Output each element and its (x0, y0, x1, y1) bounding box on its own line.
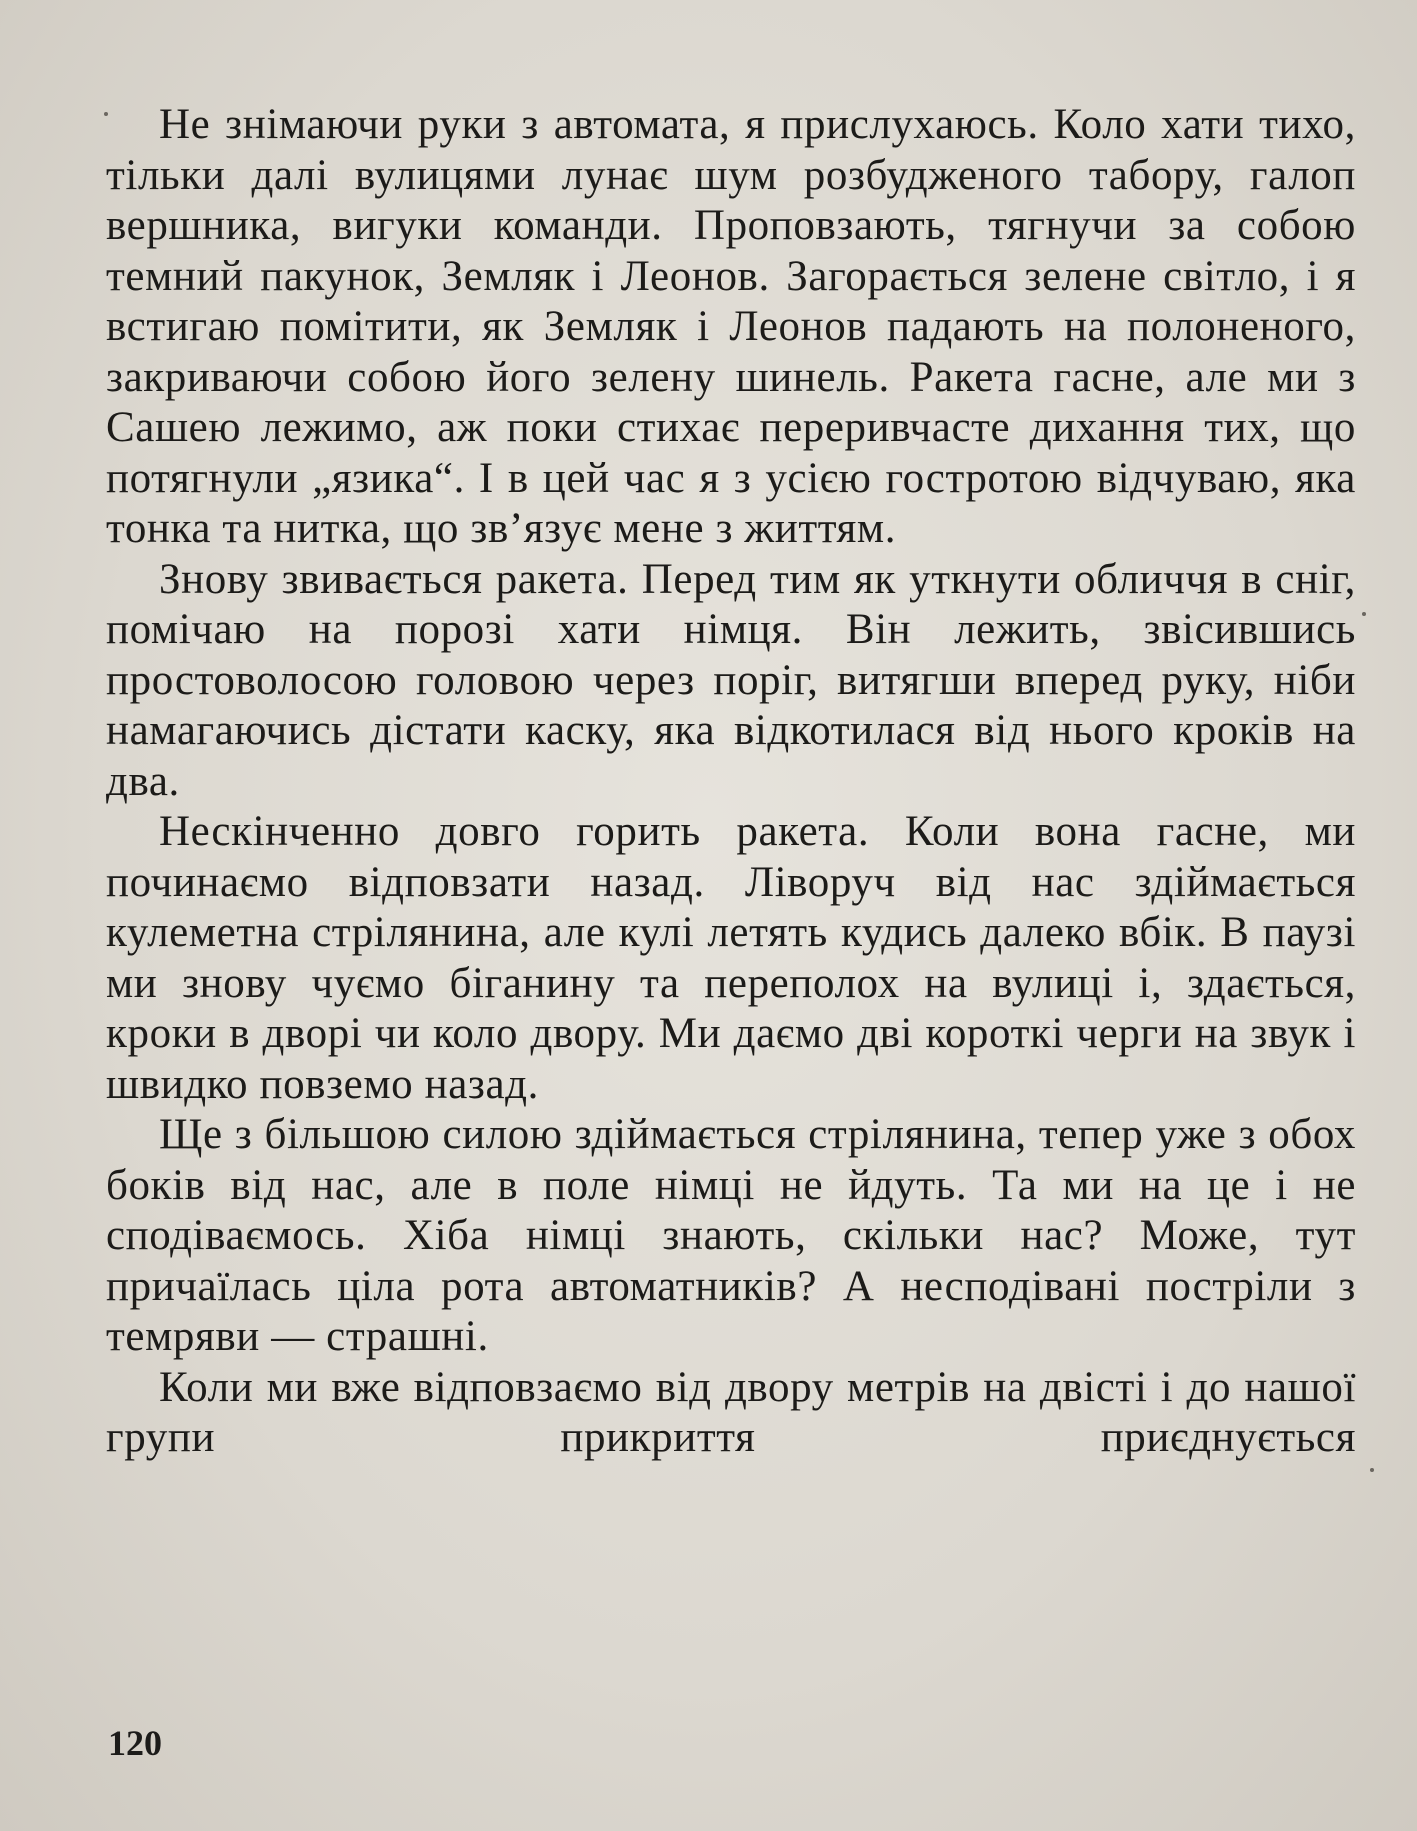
paper-speck (104, 112, 108, 116)
paper-speck (1370, 1468, 1374, 1472)
paragraph: Нескінченно довго горить ракета. Коли вона гасне, ми починаємо відповзати назад. Ліворуч від нас здіймається кулеметна стрілянина, але кулі летять кудись далеко вбік. В паузі ми знову чуємо біганину та переполох на вулиці і, здається, кроки в дворі чи коло двору. Ми даємо дві короткі черги на звук і швидко повземо назад. (106, 808, 1356, 1108)
paragraph: Знову звивається ракета. Перед тим як уткнути обличчя в сніг, помічаю на порозі хати німця. Він лежить, звісившись простоволосою головою через поріг, витягши вперед руку, ніби намагаючись дістати каску, яка відкотилася від нього кроків на два. (106, 555, 1356, 805)
paragraph: Не знімаючи руки з автомата, я прислухаюсь. Коло хати тихо, тільки далі вулицями лунає шум розбудженого табору, галоп вершника, вигуки команди. Проповзають, тягнучи за собою темний пакунок, Земляк і Леонов. Загорається зелене світло, і я встигаю помітити, як Земляк і Леонов падають на полоненого, закриваючи собою його зелену шинель. Ракета гасне, але ми з Сашею лежимо, аж поки стихає переривчасте дихання тих, що потягнули „язика“. І в цей час я з усією гостротою відчуваю, яка тонка та нитка, що зв’язує мене з життям. (106, 101, 1356, 552)
paper-speck (1362, 612, 1366, 616)
page-number: 120 (108, 1723, 162, 1763)
body-text (106, 100, 1356, 1464)
paragraph: Коли ми вже відповзаємо від двору метрів на двісті і до нашої групи прикриття приєднується (106, 1363, 1356, 1461)
paragraph: Ще з більшою силою здіймається стрілянина, тепер уже з обох боків від нас, але в поле німці не йдуть. Та ми на це і не сподіваємось. Хіба німці знають, скільки нас? Може, тут причаїлась ціла рота автоматників? А несподівані постріли з темряви — страшні. (106, 1111, 1356, 1360)
